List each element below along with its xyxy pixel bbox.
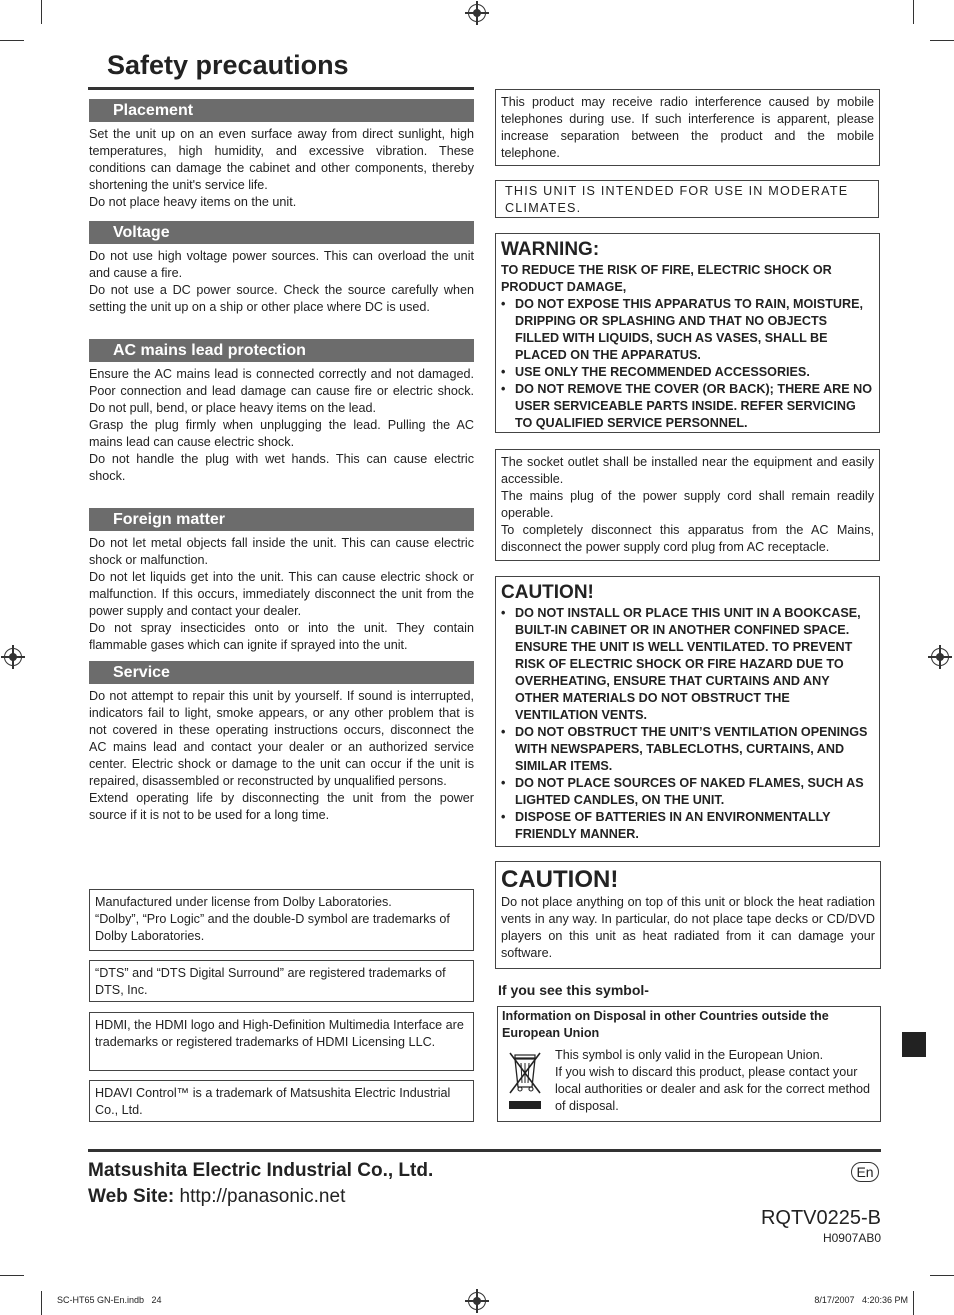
registration-mark-icon <box>931 648 949 666</box>
registration-mark-icon <box>4 648 22 666</box>
website-url[interactable]: http://panasonic.net <box>179 1186 346 1207</box>
website-line <box>88 1186 345 1208</box>
section-body-placement <box>89 126 474 211</box>
paragraph: Do not attempt to repair this unit by yourself. If sound is interrupted, indicators fail to light, smoke appears, or any other problem that is not covered in these operating instructions occurs, disconnect the AC mains lead and contact your dealer or an authorized service center. Electric shock or damage to the unit can occur if the unit is repaired, disassembled or reconstructed by unqualified persons. <box>89 689 474 788</box>
caution-item: • DO NOT PLACE SOURCES OF NAKED FLAMES, SUCH AS LIGHTED CANDLES, ON THE UNIT. <box>501 776 864 807</box>
caution-item: • DO NOT OBSTRUCT THE UNIT’S VENTILATION OPENINGS WITH NEWSPAPERS, TABLECLOTHS, CURTAINS, AND SIMILAR ITEMS. <box>501 725 868 773</box>
radio-interference-notice <box>495 89 880 166</box>
paragraph: Do not place heavy items on the unit. <box>89 195 297 209</box>
disposal-text <box>555 1047 877 1115</box>
footer-rule <box>88 1149 881 1152</box>
notice-text: This product may receive radio interference caused by mobile telephones during use. If such interference is apparent, please increase separation between the product and the mobile telephone. <box>501 95 874 160</box>
trademark-box-hdavi <box>89 1080 474 1122</box>
crop-mark <box>41 1291 42 1315</box>
caution-text: Do not place anything on top of this unit or block the heat radiation vents in any way. In particular, do not place tape decks or CD/DVD players on this unit as heat radiated from it can damage your software. <box>501 895 875 960</box>
section-body-ac-mains <box>89 366 474 485</box>
trademark-line: “DTS” and “DTS Digital Surround” are registered trademarks of DTS, Inc. <box>95 966 446 997</box>
section-body-voltage <box>89 248 474 316</box>
crop-mark <box>0 1275 24 1276</box>
print-file-info: SC-HT65 GN-En.indb 24 <box>57 1295 162 1305</box>
caution-box-ventilation <box>495 576 880 847</box>
notice-text: The socket outlet shall be installed near the equipment and easily accessible. <box>501 455 874 486</box>
warning-title: WARNING: <box>501 239 600 260</box>
section-body-service <box>89 688 474 824</box>
registration-mark-icon <box>468 4 486 22</box>
document-code: RQTV0225-B <box>760 1207 881 1229</box>
paragraph: Do not use high voltage power sources. This can overload the unit and cause a fire. <box>89 249 474 280</box>
symbol-heading: If you see this symbol- <box>498 982 649 998</box>
section-heading-foreign-matter: Foreign matter <box>89 508 474 531</box>
paragraph: Do not let liquids get into the unit. This can cause electric shock or malfunction. If this occurs, immediately disconnect the unit from the power supply and contact your dealer. <box>89 570 474 618</box>
notice-text: THIS UNIT IS INTENDED FOR USE IN MODERATE CLIMATES. <box>505 184 849 215</box>
section-heading-placement: Placement <box>89 99 474 122</box>
notice-text: The mains plug of the power supply cord shall remain readily operable. <box>501 489 874 520</box>
section-heading-service: Service <box>89 661 474 684</box>
trademark-line: HDAVI Control™ is a trademark of Matsushita Electric Industrial Co., Ltd. <box>95 1086 451 1117</box>
caution-item: • DISPOSE OF BATTERIES IN AN ENVIRONMENTALLY FRIENDLY MANNER. <box>501 810 831 841</box>
crop-mark <box>913 1291 914 1315</box>
paragraph: Do not spray insecticides onto or into the unit. They contain flammable gases which can ignite if sprayed into the unit. <box>89 621 474 652</box>
registration-mark-icon <box>468 1292 486 1310</box>
crossed-out-wheelie-bin-icon <box>507 1051 543 1113</box>
caution-box-heat <box>495 861 881 969</box>
trademark-box-dts <box>89 960 474 1002</box>
print-date-info: 8/17/2007 4:20:36 PM <box>814 1295 908 1305</box>
crop-mark <box>930 40 954 41</box>
paragraph: Do not handle the plug with wet hands. This can cause electric shock. <box>89 452 474 483</box>
document-subcode: H0907AB0 <box>822 1231 881 1245</box>
notice-text: To completely disconnect this apparatus from the AC Mains, disconnect the power supply cord plug from AC receptacle. <box>501 523 874 554</box>
warning-item: • DO NOT EXPOSE THIS APPARATUS TO RAIN, MOISTURE, DRIPPING OR SPLASHING AND THAT NO OBJECTS FILLED WITH LIQUIDS, SUCH AS VASES, SHALL BE PLACED ON THE APPARATUS. <box>501 297 863 362</box>
crop-mark <box>41 0 42 24</box>
disposal-line: If you wish to discard this product, please contact your local authorities or dealer and ask for the correct method of disposal. <box>555 1065 871 1113</box>
paragraph: Set the unit up on an even surface away from direct sunlight, high temperatures, high humidity, and excessive vibration. These conditions can damage the cabinet and other components, thereby shortening the unit's service life. <box>89 127 474 192</box>
website-label: Web Site: <box>88 1186 175 1207</box>
section-body-foreign-matter <box>89 535 474 654</box>
company-name: Matsushita Electric Industrial Co., Ltd. <box>88 1160 434 1181</box>
paragraph: Ensure the AC mains lead is connected correctly and not damaged. Poor connection and lead damage can cause fire or electric shock. Do not pull, bend, or place heavy items on the lead. <box>89 367 474 415</box>
warning-item: • USE ONLY THE RECOMMENDED ACCESSORIES. <box>501 365 810 379</box>
section-heading-ac-mains: AC mains lead protection <box>89 339 474 362</box>
crop-mark <box>930 1275 954 1276</box>
paragraph: Grasp the plug firmly when unplugging the lead. Pulling the AC mains lead can cause electric shock. <box>89 418 474 449</box>
paragraph: Do not use a DC power source. Check the source carefully when setting the unit up on a ship or other place where DC is used. <box>89 283 474 314</box>
language-badge: En <box>851 1162 879 1182</box>
trademark-line: Manufactured under license from Dolby Laboratories. <box>95 895 392 909</box>
socket-outlet-notice <box>495 449 880 561</box>
warning-item: • DO NOT REMOVE THE COVER (OR BACK); THERE ARE NO USER SERVICEABLE PARTS INSIDE. REFER SERVICING TO QUALIFIED SERVICE PERSONNEL. <box>501 382 873 430</box>
disposal-line: This symbol is only valid in the European Union. <box>555 1048 824 1062</box>
caution-title: CAUTION! <box>501 582 594 603</box>
warning-box <box>495 233 880 433</box>
crop-mark <box>913 0 914 24</box>
section-tab-marker <box>902 1032 926 1057</box>
disposal-box <box>497 1006 881 1122</box>
trademark-box-hdmi <box>89 1012 474 1071</box>
page-title: Safety precautions <box>107 50 349 80</box>
caution-item: • DO NOT INSTALL OR PLACE THIS UNIT IN A BOOKCASE, BUILT-IN CABINET OR IN ANOTHER CONFINED SPACE. ENSURE THE UNIT IS WELL VENTILATED. TO PREVENT RISK OF ELECTRIC SHOCK OR FIRE HAZARD DUE TO OVERHEATING, ENSURE THAT CURTAINS AND ANY OTHER MATERIALS DO NOT OBSTRUCT THE VENTILATION VENTS. <box>501 606 861 722</box>
trademark-line: HDMI, the HDMI logo and High-Definition Multimedia Interface are trademarks or registered trademarks of HDMI Licensing LLC. <box>95 1018 464 1049</box>
warning-intro: TO REDUCE THE RISK OF FIRE, ELECTRIC SHOCK OR PRODUCT DAMAGE, <box>501 263 832 294</box>
disposal-title: Information on Disposal in other Countries outside the European Union <box>502 1009 829 1040</box>
climate-notice <box>495 180 879 218</box>
caution-title: CAUTION! <box>501 866 619 893</box>
section-heading-voltage: Voltage <box>89 221 474 244</box>
paragraph: Do not let metal objects fall inside the unit. This can cause electric shock or malfunction. <box>89 536 474 567</box>
title-rule <box>88 87 474 90</box>
paragraph: Extend operating life by disconnecting the unit from the power source if it is not to be used for a long time. <box>89 791 474 822</box>
crop-mark <box>0 40 24 41</box>
trademark-line: “Dolby”, “Pro Logic” and the double-D symbol are trademarks of Dolby Laboratories. <box>95 912 450 943</box>
trademark-box-dolby <box>89 889 474 951</box>
